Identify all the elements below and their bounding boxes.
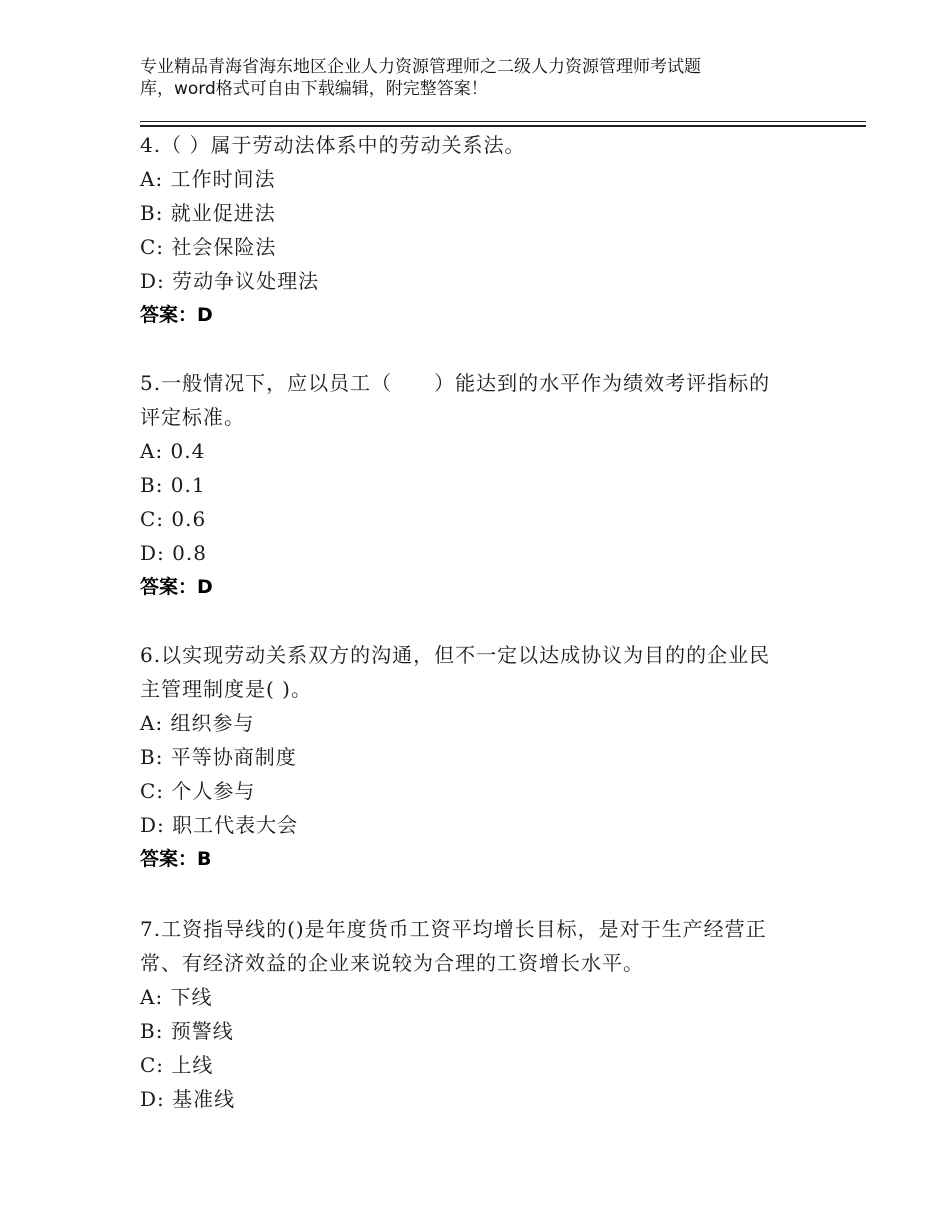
answer-label: 答案：B [140, 848, 212, 870]
question-stem-continued: 评定标准。 [140, 405, 245, 429]
option-d: D: 基准线 [140, 1087, 236, 1111]
question-stem: 6.以实现劳动关系双方的沟通，但不一定以达成协议为目的的企业民 [140, 643, 771, 667]
option-d: D: 职工代表大会 [140, 813, 299, 837]
option-a: A: 下线 [140, 985, 213, 1009]
header-line-2: 库，word格式可自由下载编辑，附完整答案！ [140, 79, 488, 99]
header-divider-thin [140, 121, 866, 122]
option-b: B: 平等协商制度 [140, 745, 297, 769]
option-b: B: 就业促进法 [140, 201, 276, 225]
question-7 [140, 912, 800, 1116]
question-stem: 5.一般情况下，应以员工（ ）能达到的水平作为绩效考评指标的 [140, 371, 771, 395]
question-4 [140, 128, 800, 332]
option-c: C: 社会保险法 [140, 235, 277, 259]
document-header [140, 56, 780, 100]
option-b: B: 0.1 [140, 473, 206, 497]
option-b: B: 预警线 [140, 1019, 234, 1043]
answer-label: 答案：D [140, 576, 213, 598]
question-stem-continued: 常、有经济效益的企业来说较为合理的工资增长水平。 [140, 951, 644, 975]
option-c: C: 0.6 [140, 507, 207, 531]
answer-label: 答案：D [140, 304, 213, 326]
header-divider-thick [140, 125, 866, 127]
option-d: D: 0.8 [140, 541, 207, 565]
question-6 [140, 638, 800, 876]
option-c: C: 上线 [140, 1053, 214, 1077]
option-a: A: 组织参与 [140, 711, 255, 735]
header-line-1: 专业精品青海省海东地区企业人力资源管理师之二级人力资源管理师考试题 [140, 57, 701, 77]
question-stem: 4.（ ）属于劳动法体系中的劳动关系法。 [140, 133, 526, 157]
question-stem-continued: 主管理制度是( )。 [140, 677, 312, 701]
option-a: A: 工作时间法 [140, 167, 276, 191]
option-d: D: 劳动争议处理法 [140, 269, 320, 293]
question-stem: 7.工资指导线的()是年度货币工资平均增长目标，是对于生产经营正 [140, 917, 767, 941]
option-a: A: 0.4 [140, 439, 206, 463]
question-5 [140, 366, 800, 604]
option-c: C: 个人参与 [140, 779, 256, 803]
